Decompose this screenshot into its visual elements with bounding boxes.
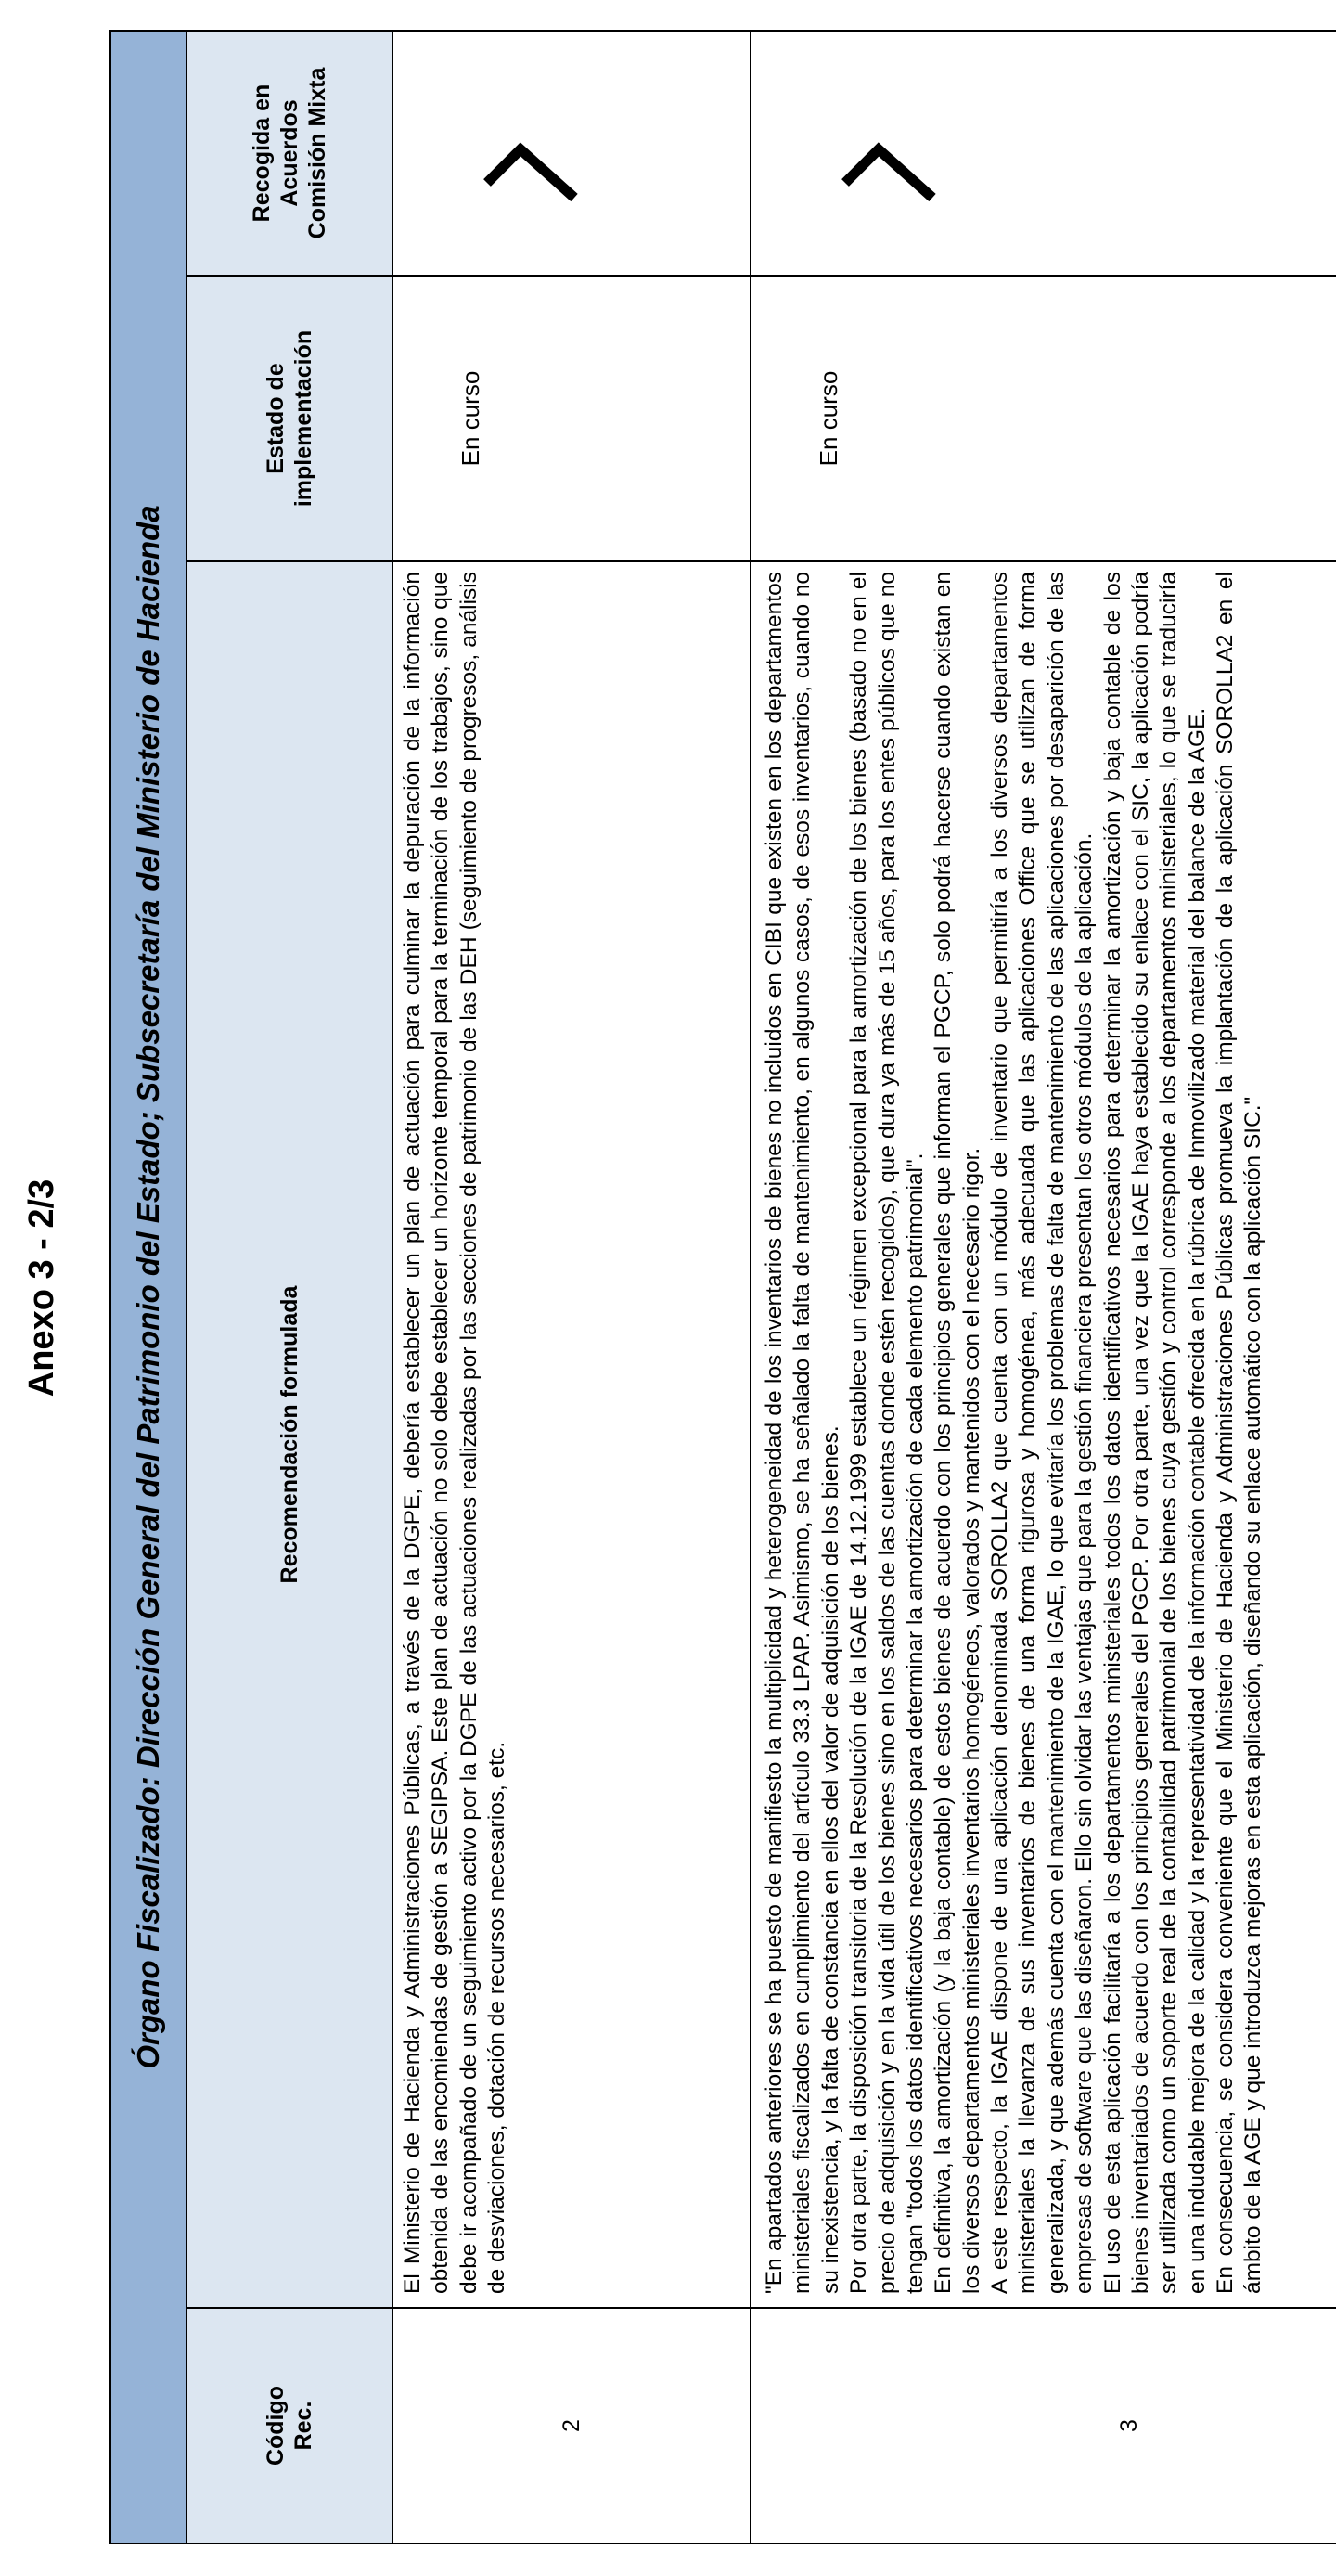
header-state-line-1: Estado de [263, 363, 289, 474]
checkmark-icon [482, 97, 584, 209]
header-state-line-2: implementación [290, 329, 316, 508]
row-state: En curso [751, 276, 1336, 561]
recommendation-paragraph: El uso de esta aplicación facilitaría a los departamentos ministeriales todos los datos identificativos necesarios para determinar la amortización y baja contable de los bienes inventariados de acuerdo con los principios generales del PGCP. Por otra parte, una vez que la IGAE haya establecido su enlace con el SIC, la aplicación podría ser utilizada como un soporte real de la contabilidad patrimonial de los bienes cuya gestión y control corresponde a los departamentos ministeriales, lo que se traduciría en una indudable mejora de la calidad y la representatividad de la información contable ofrecida en la rúbrica de Inmovilizado material del balance de la AGE. [1099, 572, 1210, 2294]
organ-title: Órgano Fiscalizado: Dirección General del Patrimonio del Estado; Subsecretaría del Ministerio de Hacienda [110, 31, 186, 2544]
row-agreement [392, 31, 751, 276]
row-code: 3 [751, 2308, 1336, 2544]
header-recommendation: Recomendación formulada [186, 561, 392, 2308]
header-agreements [186, 31, 392, 276]
header-code-line-1: Código [263, 2385, 289, 2467]
row-recommendation [392, 561, 751, 2308]
table-row [751, 31, 1336, 2544]
annex-title: Anexo 3 - 2/3 [22, 1179, 61, 1397]
row-state: En curso [392, 276, 751, 561]
row-agreement [751, 31, 1336, 276]
checkmark-icon [840, 97, 942, 209]
header-agreements-line-2: Acuerdos [276, 99, 302, 207]
header-agreements-line-1: Recogida en [249, 84, 275, 223]
header-row [186, 31, 392, 2544]
recommendation-paragraph: En consecuencia, se considera conveniente que el Ministerio de Hacienda y Administraciones Públicas promueva la implantación de la aplicación SOROLLA2 en el ámbito de la AGE y que introduzca mejoras en esta aplicación, diseñando su enlace automático con la aplicación SIC." [1213, 572, 1266, 2294]
table-row [392, 31, 751, 2544]
row-recommendation [751, 561, 1336, 2308]
recommendation-paragraph: En definitiva, la amortización (y la baja contable) de estos bienes de acuerdo con los principios generales que informan el PGCP, solo podrá hacerse cuando existan en los diversos departamentos ministeriales inventarios homogéneos, valorados y mantenidos con el necesario rigor. [931, 572, 984, 2294]
header-code-line-2: Rec. [290, 2401, 316, 2451]
organ-row [110, 31, 186, 2544]
recommendation-paragraph: A este respecto, la IGAE dispone de una aplicación denominada SOROLLA2 que cuenta con un módulo de inventario que permitiría a los diversos departamentos ministeriales la llevanza de sus inventarios de bienes de una forma rigurosa y homogénea, más adecuada que las aplicaciones Office que se utilizan de forma generalizada, y que además cuenta con el mantenimiento de la IGAE, lo que evitaría los problemas de falta de mantenimiento de las aplicaciones por desaparición de las empresas de software que las diseñaron. Ello sin olvidar las ventajas que para la gestión financiera presentan los otros módulos de la aplicación. [987, 572, 1098, 2294]
recommendation-paragraph: El Ministerio de Hacienda y Administraciones Públicas, a través de la DGPE, debería establecer un plan de actuación para culminar la depuración de la información obtenida de las encomiendas de gestión a SEGIPSA. Este plan de actuación no solo debe establecer un horizonte temporal para la terminación de los trabajos, sino que debe ir acompañado de un seguimiento activo por la DGPE de las actuaciones realizadas por las secciones de patrimonio de las DEH (seguimiento de progresos, análisis de desviaciones, dotación de recursos necesarios, etc. [400, 572, 510, 2294]
header-agreements-line-3: Comisión Mixta [304, 67, 330, 239]
row-code: 2 [392, 2308, 751, 2544]
header-code [186, 2308, 392, 2544]
recommendation-paragraph: "En apartados anteriores se ha puesto de manifiesto la multiplicidad y heterogeneidad de los inventarios de bienes no incluidos en CIBI que existen en los departamentos ministeriales fiscalizados en cumplimiento del artículo 33.3 LPAP. Asimismo, se ha señalado la falta de mantenimiento, en algunos casos, de esos inventarios, cuando no su inexistencia, y la falta de constancia en ellos del valor de adquisición de los bienes. [762, 572, 843, 2294]
recommendations-table [109, 30, 1336, 2544]
recommendation-paragraph: Por otra parte, la disposición transitoria de la Resolución de la IGAE de 14.12.1999 establece un régimen excepcional para la amortización de los bienes (basado no en el precio de adquisición y en la vida útil de los bienes sino en los saldos de las cuentas donde estén recogidos), que dura ya más de 15 años, para los entes públicos que no tengan "todos los datos identificativos necesarios para determinar la amortización de cada elemento patrimonial". [846, 572, 928, 2294]
header-state [186, 276, 392, 561]
